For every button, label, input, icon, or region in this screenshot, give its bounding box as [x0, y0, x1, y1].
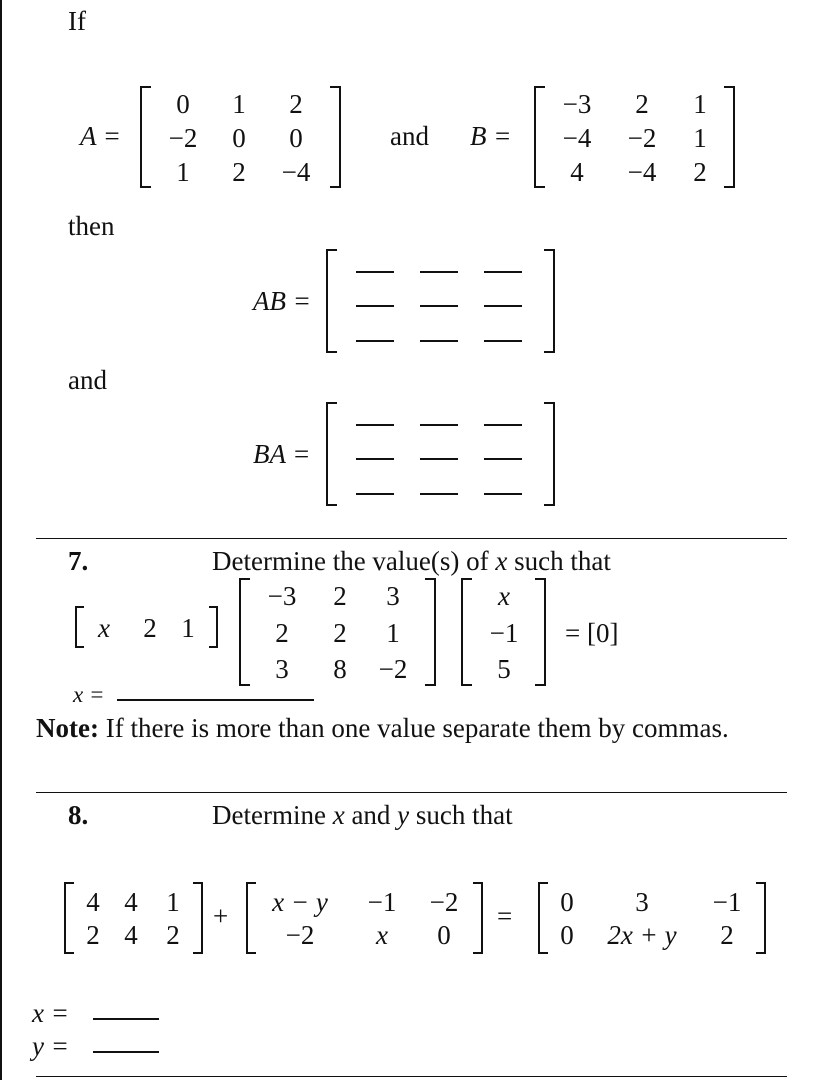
ba-blank[interactable] [356, 424, 394, 426]
matrix-cell: 4 [124, 920, 138, 950]
ab-blank[interactable] [356, 340, 394, 342]
ba-blank[interactable] [420, 424, 458, 426]
matrix-cell: 0 [437, 920, 451, 950]
ba-blank[interactable] [484, 458, 522, 460]
matrix-cell: 2 [86, 920, 100, 950]
ba-blank[interactable] [356, 493, 394, 495]
matrix-b-cell: 1 [693, 89, 707, 119]
ab-blank[interactable] [420, 271, 458, 273]
right-bracket [473, 882, 483, 954]
right-bracket [724, 86, 735, 188]
left-bracket [326, 402, 337, 506]
section-divider [36, 1076, 787, 1077]
column-vector-cell: 5 [497, 654, 511, 684]
matrix-a-cell: 0 [289, 123, 303, 153]
x-answer-label: x = [32, 998, 69, 1028]
matrix-cell: 4 [124, 887, 138, 917]
matrix-cell: −2 [285, 920, 315, 950]
row-vector-cell: 2 [143, 613, 157, 643]
y-answer-label: y = [32, 1031, 69, 1061]
matrix-cell: 1 [386, 618, 400, 648]
matrix-cell: 8 [333, 654, 347, 684]
left-bracket [140, 86, 151, 188]
matrix-b-label: B = [470, 121, 512, 151]
x-answer-blank[interactable] [117, 699, 314, 701]
left-bracket [461, 578, 472, 686]
matrix-cell: 2 [275, 618, 289, 648]
matrix-b-cell: 4 [570, 157, 584, 187]
right-bracket [535, 578, 546, 686]
column-vector-cell: x [498, 581, 510, 611]
x-answer-blank[interactable] [93, 1018, 159, 1020]
matrix-cell: x [376, 920, 388, 950]
matrix-cell: 0 [560, 887, 574, 917]
ba-blank[interactable] [420, 458, 458, 460]
ab-blank[interactable] [484, 340, 522, 342]
matrix-cell: 3 [275, 654, 289, 684]
ab-blank[interactable] [420, 340, 458, 342]
matrix-cell: 2x + y [607, 920, 677, 950]
y-answer-blank[interactable] [93, 1051, 159, 1053]
ab-blank[interactable] [420, 305, 458, 307]
right-bracket [544, 249, 555, 353]
problem-7-number: 7. [68, 546, 89, 576]
problem-8-number: 8. [68, 800, 89, 830]
matrix-cell: 0 [560, 920, 574, 950]
equals-sign: = [497, 901, 513, 931]
ba-label: BA = [253, 439, 311, 469]
right-bracket [756, 882, 766, 954]
matrix-cell: −2 [429, 887, 459, 917]
matrix-a-cell: 0 [176, 89, 190, 119]
section-divider [36, 792, 787, 793]
matrix-a-cell: 2 [232, 157, 246, 187]
right-bracket [193, 882, 203, 954]
then-text: then [68, 211, 115, 241]
ba-blank[interactable] [484, 424, 522, 426]
ab-blank[interactable] [484, 271, 522, 273]
matrix-cell: −1 [367, 887, 397, 917]
matrix-cell: x − y [272, 887, 328, 917]
ab-label: AB = [253, 286, 311, 316]
matrix-cell: 1 [166, 887, 180, 917]
matrix-a-label: A = [80, 121, 121, 151]
matrix-a-cell: 0 [232, 123, 246, 153]
equals-zero-matrix: = [0] [565, 618, 619, 648]
left-bracket [534, 86, 545, 188]
ba-blank[interactable] [484, 493, 522, 495]
matrix-b-cell: 2 [693, 157, 707, 187]
x-answer-label: x = [73, 682, 105, 707]
matrix-cell: −2 [378, 654, 408, 684]
matrix-cell: 3 [386, 581, 400, 611]
matrix-a-cell: −2 [168, 123, 198, 153]
ba-blank[interactable] [356, 458, 394, 460]
matrix-b-cell: 2 [635, 89, 649, 119]
note-label: Note: [36, 713, 99, 743]
right-bracket [544, 402, 555, 506]
page-left-border [0, 0, 2, 1080]
left-bracket [538, 882, 548, 954]
left-bracket [64, 882, 74, 954]
matrix-cell: 2 [166, 920, 180, 950]
and-text: and [390, 121, 429, 151]
matrix-cell: 2 [333, 618, 347, 648]
matrix-cell: −3 [267, 581, 297, 611]
note-text: If there is more than one value separate them by commas. [105, 713, 729, 743]
left-bracket [75, 606, 84, 648]
matrix-a-cell: −4 [281, 157, 311, 187]
matrix-b-cell: 1 [693, 123, 707, 153]
ab-blank[interactable] [356, 271, 394, 273]
left-bracket [246, 882, 256, 954]
ab-blank[interactable] [356, 305, 394, 307]
right-bracket [209, 606, 218, 648]
right-bracket [425, 578, 436, 686]
note [36, 715, 729, 742]
ab-blank[interactable] [484, 305, 522, 307]
matrix-a-cell: 1 [232, 89, 246, 119]
matrix-b-cell: −4 [562, 123, 592, 153]
matrix-cell: 4 [86, 887, 100, 917]
section-divider [36, 538, 787, 539]
matrix-a-cell: 2 [289, 89, 303, 119]
matrix-cell: 2 [720, 920, 734, 950]
matrix-b-cell: −4 [627, 157, 657, 187]
problem-8-prompt: Determine x and y such that [212, 800, 513, 830]
right-bracket [330, 86, 341, 188]
matrix-b-cell: −3 [562, 89, 592, 119]
row-vector-cell: x [98, 613, 110, 643]
matrix-cell: −1 [712, 887, 742, 917]
left-bracket [326, 249, 337, 353]
matrix-a-cell: 1 [176, 157, 190, 187]
ba-blank[interactable] [420, 493, 458, 495]
problem-7-prompt: Determine the value(s) of x such that [212, 546, 611, 576]
matrix-cell: 2 [333, 581, 347, 611]
if-text: If [68, 6, 86, 36]
and2-text: and [68, 365, 107, 395]
plus-sign: + [213, 901, 229, 931]
left-bracket [239, 578, 250, 686]
row-vector-cell: 1 [181, 613, 195, 643]
column-vector-cell: −1 [489, 618, 519, 648]
matrix-cell: 3 [635, 887, 649, 917]
matrix-b-cell: −2 [627, 123, 657, 153]
